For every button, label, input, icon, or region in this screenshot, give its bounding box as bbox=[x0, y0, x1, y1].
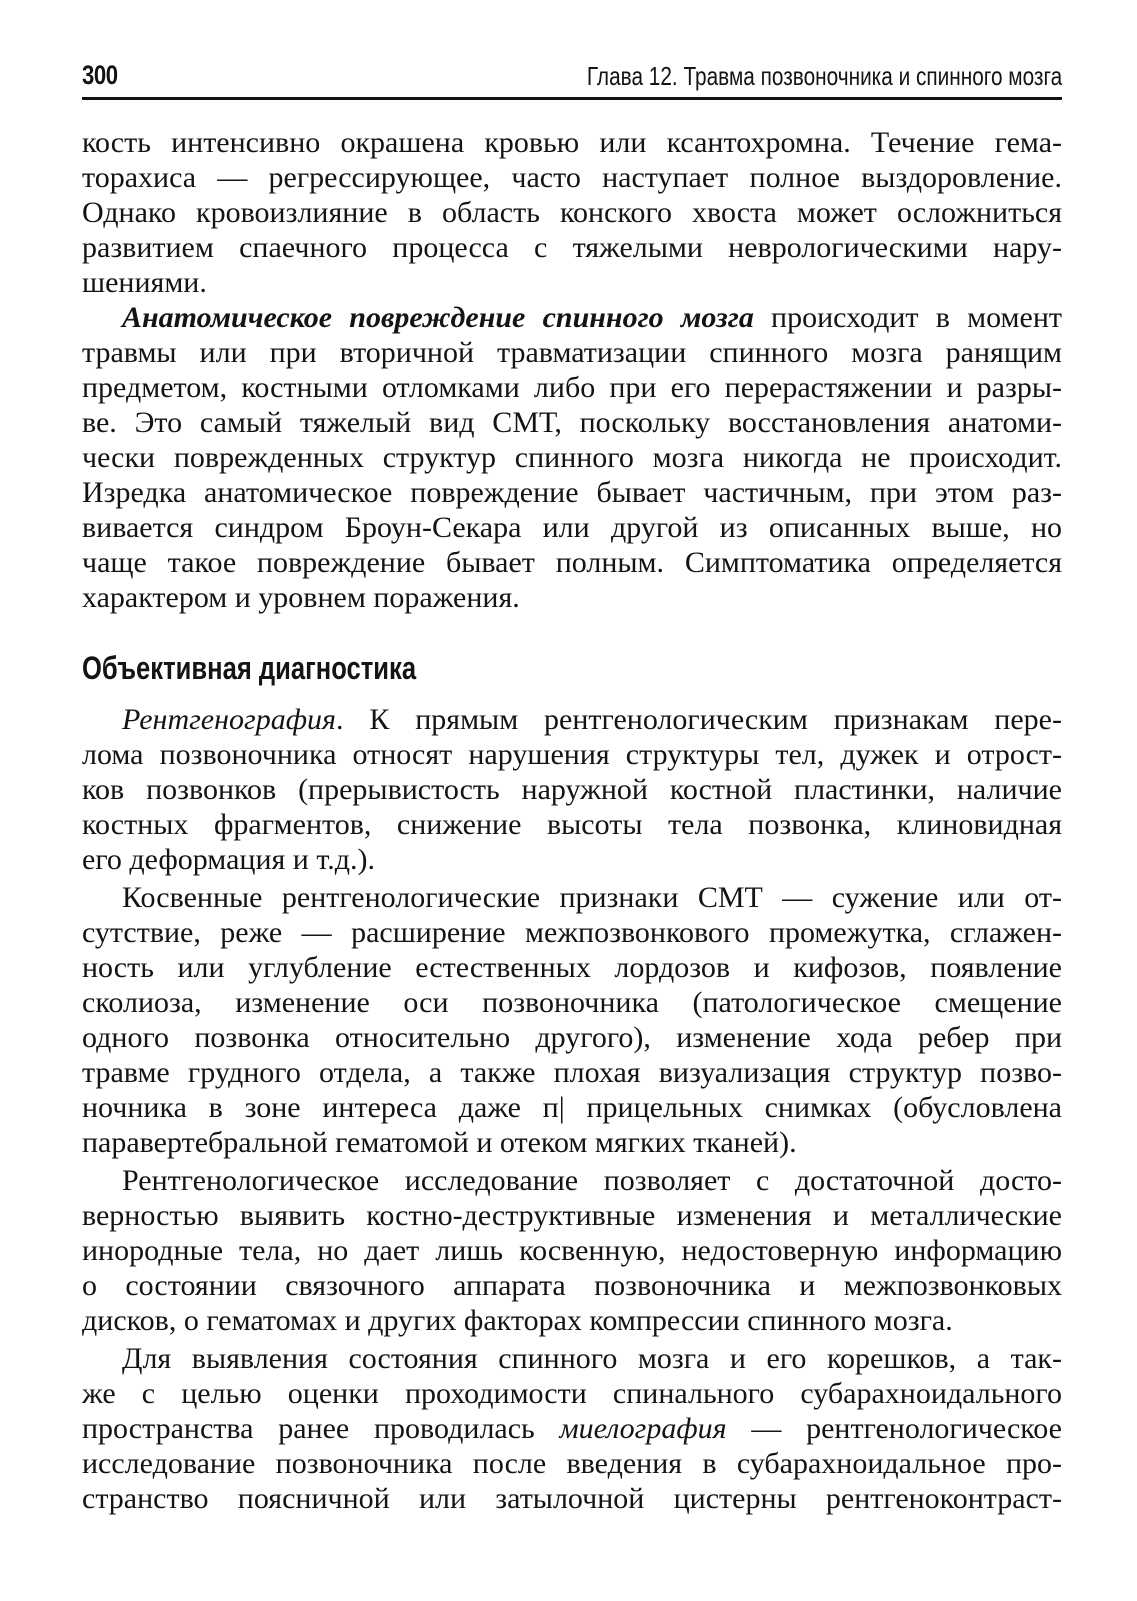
paragraph-radiography bbox=[82, 702, 1062, 877]
page-number: 300 bbox=[82, 60, 118, 90]
text-line: Однако кровоизлияние в область конского хвоста может осложниться bbox=[82, 196, 1062, 229]
text-line: чески поврежденных структур спинного мозга никогда не происходит. bbox=[82, 441, 1062, 474]
text-line: верностью выявить костно-деструктивные изменения и металлические bbox=[82, 1199, 1062, 1232]
text-line: торахиса — регрессирующее, часто наступает полное выздоровление. bbox=[82, 161, 1062, 194]
text-line: ков позвонков (прерывистость наружной костной пластинки, наличие bbox=[82, 773, 1062, 806]
text-fragment: пространства ранее проводилась bbox=[82, 1412, 560, 1445]
paragraph-radiology-value bbox=[82, 1163, 1062, 1338]
text-line: одного позвонка относительно другого), изменение хода ребер при bbox=[82, 1021, 1062, 1054]
paragraph-indirect-signs bbox=[82, 880, 1062, 1160]
text-line: ве. Это самый тяжелый вид СМТ, поскольку восстановления анатоми- bbox=[82, 406, 1062, 439]
text-line: дисков, о гематомах и других факторах компрессии спинного мозга. bbox=[82, 1304, 953, 1337]
text-line: вивается синдром Броун-Секара или другой из описанных выше, но bbox=[82, 511, 1062, 544]
text-line: травмы или при вторичной травматизации спинного мозга ранящим bbox=[82, 336, 1062, 369]
text-line: чаще такое повреждение бывает полным. Симптоматика определяется bbox=[82, 546, 1062, 579]
header-rule bbox=[82, 97, 1062, 100]
text-line: Рентгенологическое исследование позволяет с достаточной досто- bbox=[122, 1164, 1062, 1197]
text-line: развитием спаечного процесса с тяжелыми неврологическими нару- bbox=[82, 231, 1062, 264]
term-radiography: Рентгенография bbox=[122, 703, 336, 736]
section-heading: Объективная диагностика bbox=[82, 650, 417, 686]
term-anatomical-damage: Анатомическое повреждение спинного мозга bbox=[122, 301, 754, 334]
text-line: характером и уровнем поражения. bbox=[82, 581, 520, 614]
text-fragment: . К прямым рентгенологическим признакам пере- bbox=[335, 703, 1062, 736]
text-line: костных фрагментов, снижение высоты тела позвонка, клиновидная bbox=[82, 808, 1062, 841]
text-line: странство поясничной или затылочной цистерны рентгеноконтраст- bbox=[82, 1482, 1062, 1515]
running-head bbox=[82, 58, 1062, 98]
text-line: паравертебральной гематомой и отеком мягких тканей). bbox=[82, 1126, 797, 1159]
paragraph-myelography bbox=[82, 1341, 1062, 1516]
text-line: о состоянии связочного аппарата позвоночника и межпозвонковых bbox=[82, 1269, 1062, 1302]
text-line: лома позвоночника относят нарушения структуры тел, дужек и отрост- bbox=[82, 738, 1062, 771]
text-line: исследование позвоночника после введения в субарахноидальное про- bbox=[82, 1447, 1062, 1480]
text-line: же с целью оценки проходимости спинального субарахноидального bbox=[82, 1377, 1062, 1410]
term-myelography: миелография bbox=[559, 1412, 727, 1445]
text-fragment: — рентгенологическое bbox=[726, 1412, 1062, 1445]
text-line: Косвенные рентгенологические признаки СМТ — сужение или от- bbox=[122, 881, 1062, 914]
text-line bbox=[82, 300, 1062, 335]
text-line: кость интенсивно окрашена кровью или ксантохромна. Течение гема- bbox=[82, 126, 1062, 159]
text-line: сколиоза, изменение оси позвоночника (патологическое смещение bbox=[82, 986, 1062, 1019]
text-line: его деформация и т.д.). bbox=[82, 843, 375, 876]
text-line: шениями. bbox=[82, 266, 207, 299]
text-line: ночника в зоне интереса даже п| прицельных снимках (обусловлена bbox=[82, 1091, 1062, 1124]
text-line: Изредка анатомическое повреждение бывает частичным, при этом раз- bbox=[82, 476, 1062, 509]
text-line: предметом, костными отломками либо при его перерастяжении и разры- bbox=[82, 371, 1062, 404]
text-fragment: происходит в момент bbox=[753, 301, 1062, 334]
text-line: травме грудного отдела, а также плохая визуализация структур позво- bbox=[82, 1056, 1062, 1089]
text-line: Для выявления состояния спинного мозга и его корешков, а так- bbox=[122, 1342, 1062, 1375]
text-line bbox=[82, 702, 1062, 737]
chapter-title: Глава 12. Травма позвоночника и спинного мозга bbox=[586, 61, 1062, 91]
text-line: сутствие, реже — расширение межпозвонкового промежутка, сглажен- bbox=[82, 916, 1062, 949]
text-line bbox=[82, 1411, 1062, 1446]
paragraph-hematorachis bbox=[82, 125, 1062, 300]
text-line: инородные тела, но дает лишь косвенную, недостоверную информацию bbox=[82, 1234, 1062, 1267]
text-line: ность или углубление естественных лордозов и кифозов, появление bbox=[82, 951, 1062, 984]
paragraph-anatomical-damage bbox=[82, 300, 1062, 615]
